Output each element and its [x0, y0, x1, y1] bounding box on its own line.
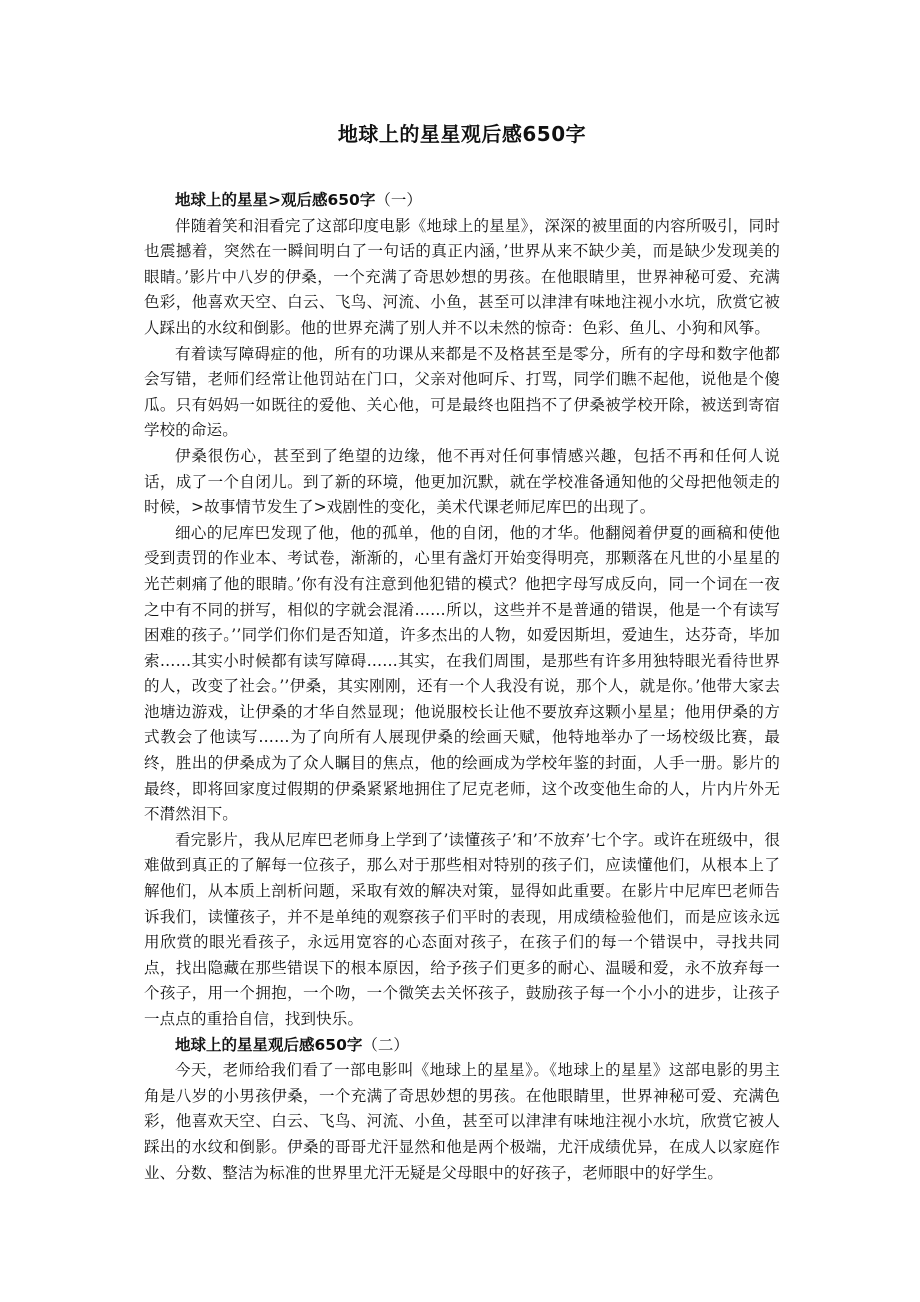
paragraph: 有着读写障碍症的他，所有的功课从来都是不及格甚至是零分，所有的字母和数字他都会写错，老师们经常让他罚站在门口，父亲对他呵斥、打骂，同学们瞧不起他，说他是个傻瓜。只有妈妈一如既往的爱他、关心他，可是最终也阻挡不了伊桑被学校开除，被送到寄宿学校的命运。	[144, 344, 780, 440]
document-title: 地球上的星星观后感650字	[337, 122, 587, 146]
paragraph: 伴随着笑和泪看完了这部印度电影《地球上的星星》，深深的被里面的内容所吸引，同时也震撼着，突然在一瞬间明白了一句话的真正内涵，’世界从来不缺少美，而是缺少发现美的眼睛。’影片中八岁的伊桑，一个充满了奇思妙想的男孩。在他眼睛里，世界神秘可爱、充满色彩，他喜欢天空、白云、飞鸟、河流、小鱼，甚至可以津津有味地注视小水坑，欣赏它被人踩出的水纹和倒影。他的世界充满了别人并不以未然的惊奇：色彩、鱼儿、小狗和风筝。	[144, 216, 780, 337]
section-heading-number: （一）	[375, 191, 422, 209]
paragraph: 看完影片，我从尼库巴老师身上学到了’读懂孩子’和’不放弃’七个字。或许在班级中，很难做到真正的了解每一位孩子，那么对于那些相对特别的孩子们，应读懂他们，从根本上了解他们，从本质上剖析问题，采取有效的解决对策，显得如此重要。在影片中尼库巴老师告诉我们，读懂孩子，并不是单纯的观察孩子们平时的表现，用成绩检验他们，而是应该永远用欣赏的眼光看孩子，永远用宽容的心态面对孩子，在孩子们的每一个错误中，寻找共同点，找出隐藏在那些错误下的根本原因，给予孩子们更多的耐心、温暖和爱，永不放弃每一个孩子，用一个拥抱，一个吻，一个微笑去关怀孩子，鼓励孩子每一个小小的进步，让孩子一点点的重拾自信，找到快乐。	[144, 830, 780, 1028]
section-heading-text: 地球上的星星>观后感650字	[175, 191, 376, 209]
paragraph: 细心的尼库巴发现了他，他的孤单，他的自闭，他的才华。他翻阅着伊夏的画稿和使他受到责罚的作业本、考试卷，渐渐的，心里有盏灯开始变得明亮，那颗落在凡世的小星星的光芒刺痛了他的眼睛。’你有没有注意到他犯错的模式？他把字母写成反向，同一个词在一夜之中有不同的拼写，相似的字就会混淆……所以，这些并不是普通的错误，他是一个有读写困难的孩子。’’同学们你们是否知道，许多杰出的人物，如爱因斯坦，爱迪生，达芬奇，毕加索……其实小时候都有读写障碍……其实，在我们周围，是那些有许多用独特眼光看待世界的人，改变了社会。’’伊桑，其实刚刚，还有一个人我没有说，那个人，就是你。’他带大家去池塘边游戏，让伊桑的才华自然显现；他说服校长让他不要放弃这颗小星星；他用伊桑的方式教会了他读写……为了向所有人展现伊桑的绘画天赋，他特地举办了一场校级比赛，最终，胜出的伊桑成为了众人瞩目的焦点，他的绘画成为学校年鉴的封面，人手一册。影片的最终，即将回家度过假期的伊桑紧紧地拥住了尼克老师，这个改变他生命的人，片内片外无不潸然泪下。	[144, 523, 780, 824]
paragraph: 今天，老师给我们看了一部电影叫《地球上的星星》。《地球上的星星》这部电影的男主角是八岁的小男孩伊桑，一个充满了奇思妙想的男孩。在他眼睛里，世界神秘可爱、充满色彩，他喜欢天空、白云、飞鸟、河流、小鱼，甚至可以津津有味地注视小水坑，欣赏它被人踩出的水纹和倒影。伊桑的哥哥尤汗显然和他是两个极端，尤汗成绩优异，在成人以家庭作业、分数、整洁为标准的世界里尤汗无疑是父母眼中的好孩子，老师眼中的好学生。	[144, 1061, 780, 1182]
section-heading	[144, 1033, 780, 1059]
section-2	[144, 1033, 780, 1187]
paragraph: 伊桑很伤心，甚至到了绝望的边缘，他不再对任何事情感兴趣，包括不再和任何人说话，成了一个自闭儿。到了新的环境，他更加沉默，就在学校准备通知他的父母把他领走的时候，>故事情节发生了>戏剧性的变化，美术代课老师尼库巴的出现了。	[144, 446, 780, 517]
section-1	[144, 188, 780, 1033]
section-heading-text: 地球上的星星观后感650字	[175, 1035, 363, 1054]
document-page	[144, 118, 780, 1186]
section-heading	[144, 188, 780, 214]
section-heading-number: （二）	[362, 1035, 409, 1054]
